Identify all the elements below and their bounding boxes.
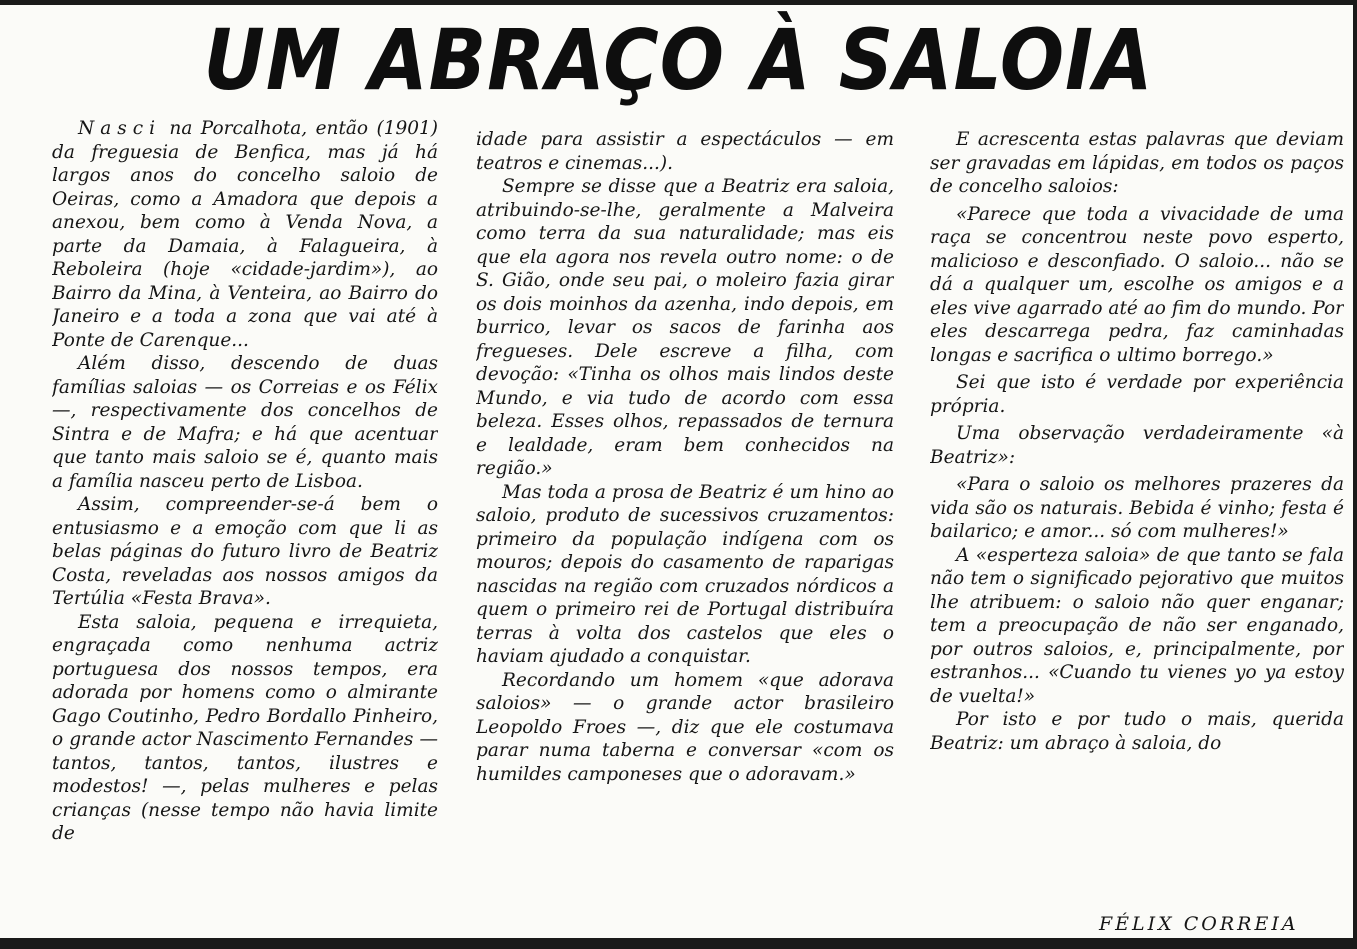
article-column-3 <box>930 128 1344 948</box>
column-3-paragraph-1: E acrescenta estas palavras que deviam ser gravadas em lápidas, em todos os paços de concelho saloios: <box>930 129 1344 197</box>
column-3-paragraph-2: Sei que isto é verdade por experiência própria. <box>930 372 1344 417</box>
article-column-2 <box>476 128 894 948</box>
drop-lead-word: Nasci <box>78 118 161 139</box>
column-3-paragraph-3: Uma observação verdadeiramente «à Beatriz»: <box>930 423 1344 468</box>
article-headline: UM ABRAÇO À SALOIA <box>203 11 1154 109</box>
column-3-paragraph-4: A «esperteza saloia» de que tanto se fala não tem o significado pejorativo que muitos lhe atribuem: o saloio não quer enganar; tem a preocupação de não ser enganado, por outros saloios, e, principalmente, por estranhos... «Cuando tu vienes yo ya estoy de vuelta!» <box>930 544 1344 707</box>
column-2-paragraph-2: Sempre se disse que a Beatriz era saloia, atribuindo-se-lhe, geralmente a Malveira como terra da sua naturalidade; mas eis que ela agora nos revela outro nome: o de S. Gião, onde seu pai, o moleiro fazia girar os dois moinhos da azenha, indo depois, em burrico, levar os sacos de farinha aos fregueses. Dele escreve a filha, com devoção: «Tinha os olhos mais lindos deste Mundo, e via tudo de acordo com essa beleza. Esses olhos, repassados de ternura e lealdade, eram bem conhecidos na região.» <box>476 176 894 479</box>
column-2-paragraph-4: Recordando um homem «que adorava saloios» — o grande actor brasileiro Leopoldo Froes —, diz que ele costumava parar numa taberna e conversar «com os humildes camponeses que o adoravam.» <box>476 669 894 785</box>
column-2-paragraph-1: idade para assistir a espectáculos — em teatros e cinemas...). <box>476 129 894 174</box>
column-3-quote-2: «Para o saloio os melhores prazeres da vida são os naturais. Bebida é vinho; festa é bailarico; e amor... só com mulheres!» <box>930 474 1344 542</box>
column-1-paragraph-3: Assim, compreender-se-á bem o entusiasmo e a emoção com que li as belas páginas do futuro livro de Beatriz Costa, reveladas aos nossos amigos da Tertúlia «Festa Brava». <box>52 494 438 609</box>
column-3-paragraph-5: Por isto e por tudo o mais, querida Beatriz: um abraço à saloia, do <box>930 709 1344 754</box>
column-1-paragraph-4: Esta saloia, pequena e irrequieta, engraçada como nenhuma actriz portuguesa dos nossos tempos, era adorada por homens como o almirante Gago Coutinho, Pedro Bordallo Pinheiro, o grande actor Nascimento Fernandes — tantos, tantos, tantos, ilustres e modestos! —, pelas mulheres e pelas crianças (nesse tempo não havia limite de <box>52 611 438 844</box>
article-column-1 <box>52 117 438 937</box>
author-signature: FÉLIX CORREIA <box>1099 913 1299 935</box>
column-1-paragraph-1: Nasci na Porcalhota, então (1901) da freguesia de Benfica, mas já há largos anos do concelho saloio de Oeiras, como a Amadora que depois a anexou, bem como à Venda Nova, a parte da Damaia, à Falagueira, à Reboleira (hoje «cidade-jardim»), ao Bairro da Mina, à Venteira, ao Bairro do Janeiro e a toda a zona que vai até à Ponte de Carenque... <box>52 118 438 351</box>
right-border-rule <box>1353 0 1357 949</box>
column-1-paragraph-2: Além disso, descendo de duas famílias saloias — os Correias e os Félix —, respectivamente dos concelhos de Sintra e de Mafra; e há que acentuar que tanto mais saloio se é, quanto mais a família nasceu perto de Lisboa. <box>52 353 438 492</box>
column-3-quote-1: «Parece que toda a vivacidade de uma raça se concentrou neste povo esperto, malicioso e desconfiado. O saloio... não se dá a qualquer um, escolhe os amigos e a eles vive agarrado até ao fim do mundo. Por eles descarrega pedra, faz caminhadas longas e sacrifica o ultimo borrego.» <box>930 203 1344 366</box>
column-2-paragraph-3: Mas toda a prosa de Beatriz é um hino ao saloio, produto de sucessivos cruzamentos: primeiro da população indígena com os mouros; depois do casamento de raparigas nascidas na região com cruzados nórdicos a quem o primeiro rei de Portugal distribuíra terras à volta dos castelos que eles o haviam ajudado a conquistar. <box>476 481 894 667</box>
